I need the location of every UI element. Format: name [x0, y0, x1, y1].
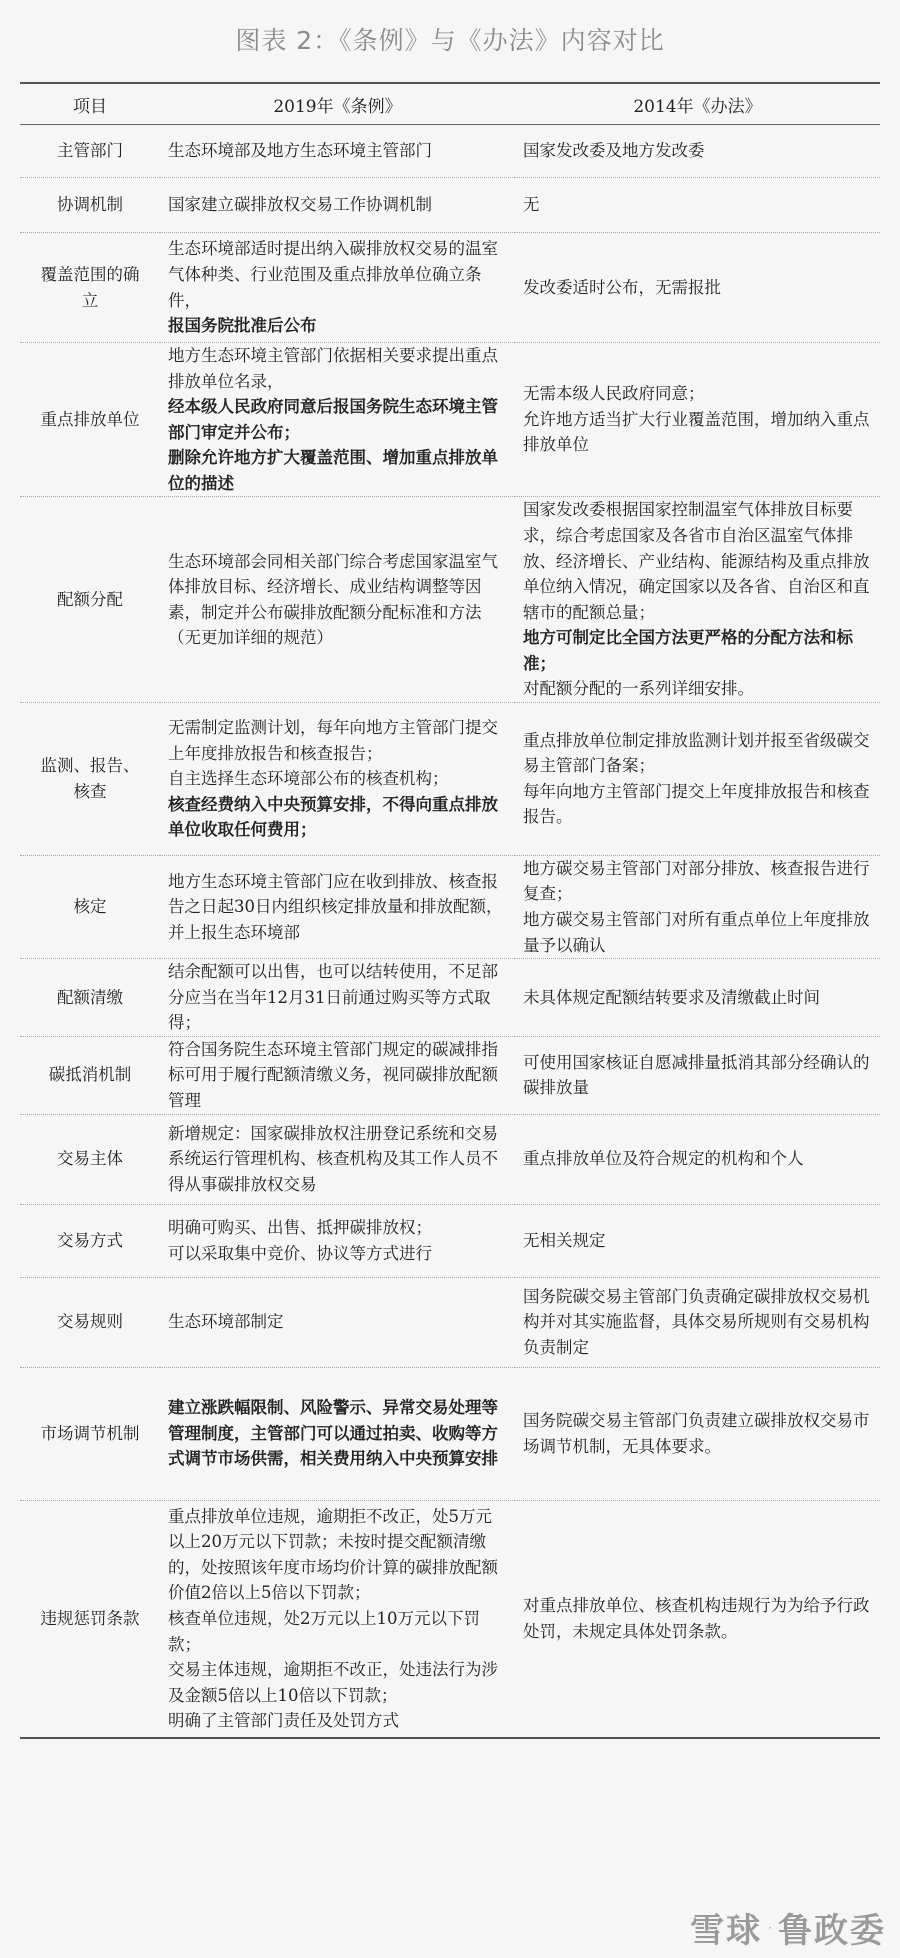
cell-2019 — [160, 1036, 515, 1114]
cell-text: 无需制定监测计划，每年向地方主管部门提交上年度排放报告和核查报告； — [168, 717, 498, 763]
header-2014: 2014年《办法》 — [515, 83, 880, 125]
table-row — [20, 125, 880, 178]
cell-text: 无相关规定 — [523, 1230, 606, 1250]
table-row — [20, 855, 880, 958]
cell-text: 重点排放单位违规，逾期拒不改正，处5万元以上20万元以下罚款；未按时提交配额清缴的，处按照该年度市场均价计算的碳排放配额价值2倍以上5倍以下罚款； — [168, 1506, 498, 1603]
cell-2019 — [160, 343, 515, 497]
cell-text: 结余配额可以出售，也可以结转使用，不足部分应当在当年12月31日前通过购买等方式取得； — [168, 962, 498, 1033]
cell-2014 — [515, 1204, 880, 1277]
table-row — [20, 178, 880, 233]
table-row — [20, 1204, 880, 1277]
header-2019: 2019年《条例》 — [160, 83, 515, 125]
cell-text: 生态环境部适时提出纳入碳排放权交易的温室气体种类、行业范围及重点排放单位确立条件， — [168, 239, 498, 310]
table-row — [20, 1036, 880, 1114]
cell-text: 明确可购买、出售、抵押碳排放权； — [168, 1217, 432, 1237]
watermark-separator: · — [768, 1920, 772, 1935]
row-item-label: 市场调节机制 — [20, 1367, 160, 1500]
cell-text: 国家发改委及地方发改委 — [523, 141, 705, 161]
table-row — [20, 1500, 880, 1738]
cell-text: 新增规定：国家碳排放权注册登记系统和交易系统运行管理机构、核查机构及其工作人员不得从事碳排放权交易 — [168, 1123, 498, 1194]
row-item-label: 重点排放单位 — [20, 343, 160, 497]
cell-2014 — [515, 1500, 880, 1738]
cell-text: 报国务院批准后公布 — [168, 316, 317, 336]
cell-2019 — [160, 702, 515, 855]
cell-text: 地方生态环境主管部门依据相关要求提出重点排放单位名录， — [168, 346, 498, 391]
row-item-label: 配额分配 — [20, 497, 160, 703]
cell-text: 发改委适时公布，无需报批 — [523, 277, 721, 297]
cell-text: 可使用国家核证自愿减排量抵消其部分经确认的碳排放量 — [523, 1052, 870, 1098]
table-row — [20, 497, 880, 703]
row-item-label: 主管部门 — [20, 125, 160, 178]
cell-2019 — [160, 125, 515, 178]
cell-2014 — [515, 233, 880, 343]
table-row — [20, 1277, 880, 1367]
cell-text: 未具体规定配额结转要求及清缴截止时间 — [523, 987, 820, 1007]
cell-2019 — [160, 497, 515, 703]
cell-2014 — [515, 125, 880, 178]
page-title: 图表 2：《条例》与《办法》内容对比 — [235, 26, 665, 55]
table-row — [20, 233, 880, 343]
cell-2019 — [160, 855, 515, 958]
cell-text: 地方可制定比全国方法更严格的分配方法和标准； — [523, 628, 853, 673]
row-item-label: 交易主体 — [20, 1114, 160, 1204]
cell-text: 无 — [523, 195, 540, 215]
cell-2014 — [515, 855, 880, 958]
cell-text: 可以采取集中竞价、协议等方式进行 — [168, 1243, 432, 1263]
cell-2019 — [160, 1277, 515, 1367]
comparison-table — [20, 82, 880, 1739]
cell-text: 国务院碳交易主管部门负责确定碳排放权交易机构并对其实施监督，具体交易所规则有交易机构负责制定 — [523, 1286, 870, 1357]
cell-text: 生态环境部及地方生态环境主管部门 — [168, 141, 432, 161]
cell-text: 每年向地方主管部门提交上年度排放报告和核查报告。 — [523, 781, 870, 827]
table-row — [20, 343, 880, 497]
cell-text: 经本级人民政府同意后报国务院生态环境主管部门审定并公布； — [168, 397, 498, 442]
cell-text: 对重点排放单位、核查机构违规行为为给予行政处罚，未规定具体处罚条款。 — [523, 1596, 870, 1641]
cell-text: 重点排放单位及符合规定的机构和个人 — [523, 1149, 804, 1169]
cell-text: 地方碳交易主管部门对所有重点单位上年度排放量予以确认 — [523, 910, 870, 955]
row-item-label: 碳抵消机制 — [20, 1036, 160, 1114]
row-item-label: 覆盖范围的确立 — [20, 233, 160, 343]
row-item-label: 交易方式 — [20, 1204, 160, 1277]
cell-text: 无需本级人民政府同意； — [523, 384, 705, 404]
cell-text: 重点排放单位制定排放监测计划并报至省级碳交易主管部门备案； — [523, 730, 870, 776]
cell-2014 — [515, 178, 880, 233]
watermark — [690, 1903, 886, 1952]
cell-text: 允许地方适当扩大行业覆盖范围，增加纳入重点排放单位 — [523, 409, 870, 455]
cell-2014 — [515, 343, 880, 497]
table-row — [20, 959, 880, 1037]
cell-2014 — [515, 1367, 880, 1500]
cell-text: 明确了主管部门责任及处罚方式 — [168, 1711, 399, 1731]
cell-2014 — [515, 959, 880, 1037]
table-row — [20, 1114, 880, 1204]
cell-text: 地方生态环境主管部门应在收到排放、核查报告之日起30日内组织核定排放量和排放配额，并上报生态环境部 — [168, 871, 503, 942]
cell-2019 — [160, 178, 515, 233]
row-item-label: 核定 — [20, 855, 160, 958]
cell-text: 符合国务院生态环境主管部门规定的碳减排指标可用于履行配额清缴义务，视同碳排放配额管理 — [168, 1039, 498, 1110]
row-item-label: 交易规则 — [20, 1277, 160, 1367]
row-item-label: 配额清缴 — [20, 959, 160, 1037]
cell-text: 核查单位违规，处2万元以上10万元以下罚款； — [168, 1608, 480, 1654]
cell-text: 核查经费纳入中央预算安排，不得向重点排放单位收取任何费用； — [168, 794, 498, 840]
table-row — [20, 1367, 880, 1500]
cell-text: 交易主体违规，逾期拒不改正，处违法行为涉及金额5倍以上10倍以下罚款； — [168, 1660, 498, 1705]
table-header-row — [20, 83, 880, 125]
row-item-label: 协调机制 — [20, 178, 160, 233]
row-item-label: 违规惩罚条款 — [20, 1500, 160, 1738]
cell-text: 建立涨跌幅限制、风险警示、异常交易处理等管理制度，主管部门可以通过拍卖、收购等方式调节市场供需，相关费用纳入中央预算安排 — [168, 1398, 498, 1469]
author-name: 鲁政委 — [778, 1911, 886, 1951]
cell-2019 — [160, 1114, 515, 1204]
cell-2014 — [515, 497, 880, 703]
cell-text: 生态环境部制定 — [168, 1312, 284, 1332]
cell-text: 国家建立碳排放权交易工作协调机制 — [168, 195, 432, 215]
cell-2014 — [515, 1277, 880, 1367]
cell-text: 国务院碳交易主管部门负责建立碳排放权交易市场调节机制，无具体要求。 — [523, 1410, 870, 1456]
cell-2019 — [160, 1204, 515, 1277]
cell-2019 — [160, 233, 515, 343]
cell-text: 自主选择生态环境部公布的核查机构； — [168, 769, 449, 789]
cell-2019 — [160, 1367, 515, 1500]
table-row — [20, 702, 880, 855]
header-item: 项目 — [20, 83, 160, 125]
cell-text: 生态环境部会同相关部门综合考虑国家温室气体排放目标、经济增长、成业结构调整等因素，制定并公布碳排放配额分配标准和方法（无更加详细的规范） — [168, 551, 498, 648]
cell-2014 — [515, 702, 880, 855]
cell-text: 地方碳交易主管部门对部分排放、核查报告进行复查； — [523, 858, 870, 904]
xueqiu-logo: 雪球 — [690, 1911, 763, 1951]
cell-text: 国家发改委根据国家控制温室气体排放目标要求，综合考虑国家及各省市自治区温室气体排放、经济增长、产业结构、能源结构及重点排放单位纳入情况，确定国家以及各省、自治区和直辖市的配额总量； — [523, 500, 870, 622]
cell-text: 对配额分配的一系列详细安排。 — [523, 679, 754, 699]
cell-2014 — [515, 1114, 880, 1204]
cell-2019 — [160, 959, 515, 1037]
cell-text: 删除允许地方扩大覆盖范围、增加重点排放单位的描述 — [168, 448, 498, 493]
row-item-label: 监测、报告、核查 — [20, 702, 160, 855]
cell-2014 — [515, 1036, 880, 1114]
cell-2019 — [160, 1500, 515, 1738]
